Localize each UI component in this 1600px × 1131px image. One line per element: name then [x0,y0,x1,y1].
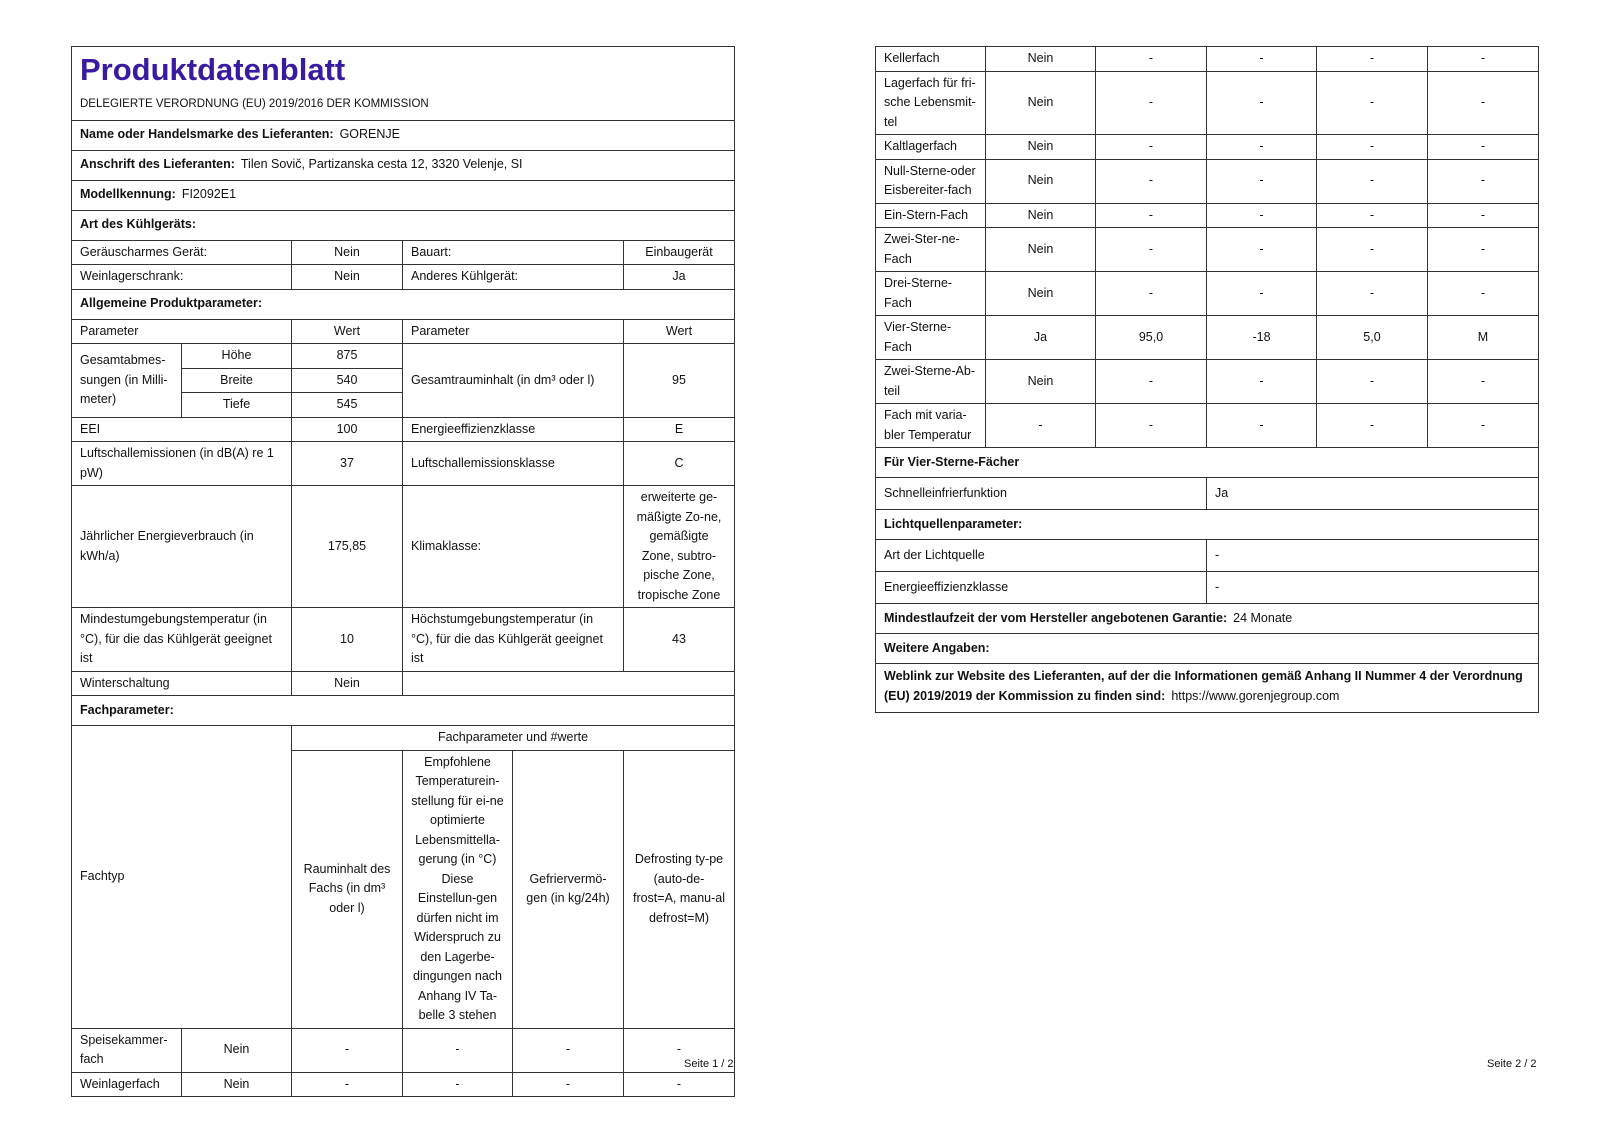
parameter-col-header-2: Parameter [403,319,624,344]
compartment-name: Ein-Stern-Fach [876,203,986,228]
compartment-temperature: - [1207,135,1317,160]
compartment-freezing: - [1317,228,1428,272]
compartment-volume: - [1096,360,1207,404]
compartment-temperature: - [1207,47,1317,72]
noise-emission-value: 37 [292,442,403,486]
compartment-volume: - [1096,228,1207,272]
quick-freeze-value: Ja [1207,478,1539,510]
compartment-freezing: - [1317,404,1428,448]
quick-freeze-label: Schnelleinfrierfunktion [876,478,1207,510]
min-temp-value: 10 [292,608,403,672]
depth-value: 545 [292,393,403,418]
volume-col-header: Rauminhalt des Fachs (in dm³ oder l) [292,750,403,1028]
eei-value: 100 [292,417,403,442]
compartment-freezing: - [513,1072,624,1097]
design-label: Bauart: [403,240,624,265]
regulation-subtitle: DELEGIERTE VERORDNUNG (EU) 2019/2016 DER KOMMISSION [80,98,429,110]
compartment-volume: - [292,1072,403,1097]
compartment-defrost: - [1428,135,1539,160]
table-row [876,360,1539,404]
compartment-name: Weinlagerfach [72,1072,182,1097]
table-row [72,1072,735,1097]
table-row [876,135,1539,160]
title-row [72,47,735,121]
compartment-present: - [986,404,1096,448]
table-row [876,71,1539,135]
table-row [876,47,1539,72]
light-energy-class-value: - [1207,572,1539,604]
compartment-name: Zwei-Ster-ne-Fach [876,228,986,272]
other-appliance-label: Anderes Kühlgerät: [403,265,624,290]
compartment-temperature: - [403,1028,513,1072]
compartment-volume: - [1096,47,1207,72]
compartment-defrost: - [1428,71,1539,135]
further-info-heading: Weitere Angaben: [876,634,1539,664]
model-label: Modellkennung: [80,187,176,202]
empty-cell [403,671,735,696]
compartment-defrost: - [1428,159,1539,203]
appliance-type-heading: Art des Kühlgeräts: [72,210,735,240]
compartment-temperature: - [403,1072,513,1097]
compartment-freezing: - [1317,71,1428,135]
annual-energy-label: Jährlicher Energieverbrauch (in kWh/a) [72,486,292,608]
total-volume-label: Gesamtrauminhalt (in dm³ oder l) [403,344,624,418]
compartment-present: Nein [986,272,1096,316]
compartment-type-label: Fachtyp [72,726,292,1029]
supplier-value: GORENJE [339,127,401,142]
compartment-present: Nein [182,1072,292,1097]
compartment-defrost: M [1428,316,1539,360]
energy-class-value: E [624,417,735,442]
climate-class-label: Klimaklasse: [403,486,624,608]
depth-label: Tiefe [182,393,292,418]
compartment-freezing: - [1317,203,1428,228]
temperature-col-header: Empfohlene Temperaturein-stellung für ei-ne optimierte Lebensmittella-gerung (in °C) Diese Einstellun-gen dürfen nicht im Widerspruch zu den Lagerbe-dingungen nach Anhang IV Ta-belle 3 stehen [403,750,513,1028]
compartment-freezing: - [1317,47,1428,72]
compartment-defrost: - [1428,47,1539,72]
eei-label: EEI [72,417,292,442]
model-value: FI2092E1 [181,187,237,202]
noise-class-value: C [624,442,735,486]
compartment-volume: - [1096,159,1207,203]
low-noise-label: Geräuscharmes Gerät: [72,240,292,265]
compartment-present: Nein [986,360,1096,404]
other-appliance-value: Ja [624,265,735,290]
height-value: 875 [292,344,403,369]
compartment-volume: - [1096,272,1207,316]
compartment-name: Drei-Sterne-Fach [876,272,986,316]
compartment-temperature: -18 [1207,316,1317,360]
address-row [72,150,735,180]
four-star-heading: Für Vier-Sterne-Fächer [876,448,1539,478]
table-row [876,316,1539,360]
supplier-row [72,120,735,150]
compartment-name: Kellerfach [876,47,986,72]
light-source-heading: Lichtquellenparameter: [876,510,1539,540]
warranty-value: 24 Monate [1233,610,1293,625]
winter-setting-value: Nein [292,671,403,696]
table-row [876,272,1539,316]
compartment-temperature: - [1207,360,1317,404]
product-data-table [71,46,735,1097]
table-row [876,203,1539,228]
width-label: Breite [182,368,292,393]
value-col-header: Wert [292,319,403,344]
compartment-defrost: - [1428,360,1539,404]
compartment-name: Zwei-Sterne-Ab-teil [876,360,986,404]
page-1 [71,46,734,1097]
design-value: Einbaugerät [624,240,735,265]
address-label: Anschrift des Lieferanten: [80,157,235,172]
compartment-defrost: - [1428,228,1539,272]
compartment-defrost: - [624,1028,735,1072]
warranty-label: Mindestlaufzeit der vom Hersteller angebotenen Garantie: [884,610,1228,625]
compartment-table-continued [875,46,1539,713]
energy-class-label: Energieeffizienzklasse [403,417,624,442]
low-noise-value: Nein [292,240,403,265]
compartment-freezing: - [1317,159,1428,203]
compartment-present: Nein [986,159,1096,203]
compartment-freezing: - [513,1028,624,1072]
compartment-volume: - [1096,135,1207,160]
compartment-volume: - [1096,71,1207,135]
document-title: Produktdatenblatt [80,52,346,87]
compartment-name: Speisekammer-fach [72,1028,182,1072]
compartment-present: Nein [986,228,1096,272]
compartment-freezing: - [1317,360,1428,404]
compartment-present: Nein [986,71,1096,135]
table-row [72,1028,735,1072]
freezing-capacity-col-header: Gefriervermö-gen (in kg/24h) [513,750,624,1028]
compartment-volume: 95,0 [1096,316,1207,360]
max-temp-value: 43 [624,608,735,672]
total-volume-value: 95 [624,344,735,418]
defrost-type-col-header: Defrosting ty-pe (auto-de-frost=A, manu-al defrost=M) [624,750,735,1028]
compartment-defrost: - [624,1072,735,1097]
compartment-defrost: - [1428,203,1539,228]
light-type-label: Art der Lichtquelle [876,540,1207,572]
wine-cabinet-label: Weinlagerschrank: [72,265,292,290]
compartment-temperature: - [1207,404,1317,448]
table-row [876,228,1539,272]
max-temp-label: Höchstumgebungstemperatur (in °C), für die das Kühlgerät geeignet ist [403,608,624,672]
compartment-name: Null-Sterne-oder Eisbereiter-fach [876,159,986,203]
annual-energy-value: 175,85 [292,486,403,608]
noise-class-label: Luftschallemissionsklasse [403,442,624,486]
compartment-defrost: - [1428,272,1539,316]
noise-emission-label: Luftschallemissionen (in dB(A) re 1 pW) [72,442,292,486]
compartment-present: Nein [986,203,1096,228]
compartment-volume: - [292,1028,403,1072]
parameter-col-header: Parameter [72,319,292,344]
compartment-freezing: - [1317,135,1428,160]
compartment-present: Ja [986,316,1096,360]
weblink-row [876,664,1539,713]
min-temp-label: Mindestumgebungstemperatur (in °C), für die das Kühlgerät geeignet ist [72,608,292,672]
winter-setting-label: Winterschaltung [72,671,292,696]
table-row [876,159,1539,203]
model-row [72,180,735,210]
page-number-1: Seite 1 / 2 [684,1058,734,1070]
compartment-temperature: - [1207,228,1317,272]
page-2 [875,46,1538,713]
compartment-volume: - [1096,404,1207,448]
compartment-name: Kaltlagerfach [876,135,986,160]
compartment-temperature: - [1207,159,1317,203]
compartment-params-header: Fachparameter und #werte [292,726,735,751]
address-value: Tilen Sovič, Partizanska cesta 12, 3320 Velenje, SI [240,157,523,172]
warranty-row [876,604,1539,634]
compartment-defrost: - [1428,404,1539,448]
page-number-2: Seite 2 / 2 [1487,1058,1537,1070]
value-col-header-2: Wert [624,319,735,344]
general-params-heading: Allgemeine Produktparameter: [72,289,735,319]
table-row [876,404,1539,448]
dimensions-label: Gesamtabmes-sungen (in Milli-meter) [72,344,182,418]
compartment-present: Nein [986,135,1096,160]
width-value: 540 [292,368,403,393]
compartment-present: Nein [986,47,1096,72]
compartment-volume: - [1096,203,1207,228]
height-label: Höhe [182,344,292,369]
light-type-value: - [1207,540,1539,572]
weblink-value[interactable]: https://www.gorenjegroup.com [1171,688,1340,703]
weblink-label: Weblink zur Website des Lieferanten, auf der die Informationen gemäß Anhang II Nummer 4 der Verordnung (EU) 2019/2019 der Kommission zu finden sind: [884,669,1523,703]
compartment-freezing: - [1317,272,1428,316]
wine-cabinet-value: Nein [292,265,403,290]
compartment-name: Lagerfach für fri-sche Lebensmit-tel [876,71,986,135]
compartment-temperature: - [1207,71,1317,135]
compartment-name: Fach mit varia-bler Temperatur [876,404,986,448]
supplier-label: Name oder Handelsmarke des Lieferanten: [80,127,334,142]
compartment-present: Nein [182,1028,292,1072]
compartment-name: Vier-Sterne-Fach [876,316,986,360]
compartment-temperature: - [1207,203,1317,228]
compartment-temperature: - [1207,272,1317,316]
climate-class-value: erweiterte ge-mäßigte Zo-ne, gemäßigte Zone, subtro-pische Zone, tropische Zone [624,486,735,608]
light-energy-class-label: Energieeffizienzklasse [876,572,1207,604]
compartment-params-heading: Fachparameter: [72,696,735,726]
compartment-freezing: 5,0 [1317,316,1428,360]
